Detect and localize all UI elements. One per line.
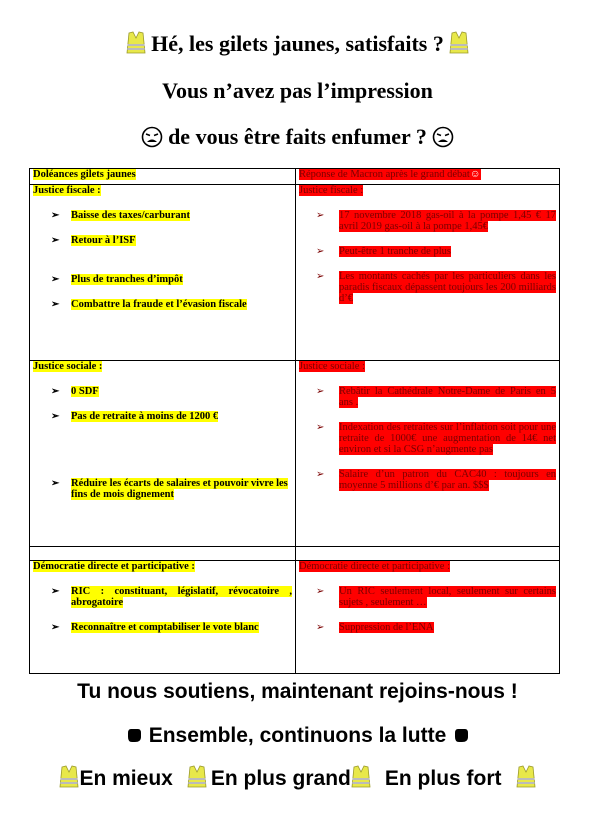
row-democratie: [30, 561, 560, 674]
yellow-vest-icon: [126, 31, 146, 55]
list-item: ➢ 17 novembre 2018 gas-oil à la pompe 1,45 € 17 avril 2019 gas-oil à la pompe 1,45€: [316, 210, 556, 232]
cell-fiscale-left: [30, 185, 296, 361]
list-item: ➢ Un RIC seulement local, seulement sur certains sujets , seulement …: [316, 586, 556, 608]
footer-slogan-3: En plus fort: [384, 767, 502, 790]
cell-sociale-left: [30, 361, 296, 547]
arrow-bullet-icon: ➢: [51, 235, 60, 246]
table-header-left: Doléances gilets jaunes: [30, 169, 296, 185]
arrow-bullet-icon: ➢: [316, 271, 325, 282]
list-item: ➢ Combattre la fraude et l’évasion fiscale: [51, 299, 247, 310]
footer-line-2: [0, 724, 595, 748]
header-line-1-text: Hé, les gilets jaunes, satisfaits ?: [151, 31, 444, 56]
list-item: ➢ Indexation des retraites sur l’inflation soit pour une retraite de 1000€ une augmentation de 14€ net environ et si la CSG n’augmente pas: [316, 422, 556, 455]
list-item: ➢ Pas de retraite à moins de 1200 €: [51, 411, 219, 422]
footer-slogan-1: En mieux: [79, 767, 173, 790]
arrow-bullet-icon: ➢: [51, 622, 60, 633]
raised-fist-icon: [125, 726, 143, 744]
tired-face-emoji-icon: [141, 126, 163, 148]
section-heading: Démocratie directe et participative :: [33, 561, 195, 572]
list-item: ➢ Plus de tranches d’impôt: [51, 274, 183, 285]
footer-line-3: [0, 765, 595, 791]
section-heading: Démocratie directe et participative :: [299, 561, 451, 572]
section-heading: Justice sociale :: [33, 361, 103, 372]
arrow-bullet-icon: ➢: [51, 210, 60, 221]
footer-line-2-text: Ensemble, continuons la lutte: [148, 724, 447, 747]
arrow-bullet-icon: ➢: [51, 386, 60, 397]
footer-line-1: Tu nous soutiens, maintenant rejoins-nous !: [77, 680, 518, 703]
tired-face-emoji-icon: [432, 126, 454, 148]
section-heading: Justice fiscale :: [299, 185, 364, 196]
list-item: ➢ Suppression de l’ENA: [316, 622, 434, 633]
list-item: ➢ Réduire les écarts de salaires et pouvoir vivre les fins de mois dignement: [51, 478, 288, 500]
arrow-bullet-icon: ➢: [51, 586, 60, 597]
yellow-vest-icon: [449, 31, 469, 55]
yellow-vest-icon: [516, 765, 536, 789]
arrow-bullet-icon: ➢: [316, 422, 325, 433]
raised-fist-icon: [452, 726, 470, 744]
footer-slogan-2: En plus grand: [210, 767, 351, 790]
arrow-bullet-icon: ➢: [51, 274, 60, 285]
yellow-vest-icon: [351, 765, 371, 789]
smiley-icon: ☺: [469, 169, 481, 180]
doleances-table: [29, 168, 560, 674]
list-item: ➢ RIC : constituant, législatif, révocatoire , abrogatoire: [51, 586, 292, 608]
section-heading: Justice fiscale :: [33, 185, 101, 196]
cell-sociale-right: [296, 361, 560, 547]
list-item: ➢ 0 SDF: [51, 386, 99, 397]
header-line-2: Vous n’avez pas l’impression: [162, 78, 433, 103]
list-item: ➢ Rebâtir la Cathédrale Notre-Dame de Paris en 5 ans .: [316, 386, 556, 408]
list-item: ➢ Salaire d’un patron du CAC40 : toujours en moyenne 5 millions d’€ par an. $$$: [316, 469, 556, 491]
row-justice-fiscale: [30, 185, 560, 361]
arrow-bullet-icon: ➢: [51, 478, 60, 489]
list-item: ➢ Les montants cachés par les particuliers dans les paradis fiscaux dépassent toujours les 200 milliards d’€: [316, 271, 556, 304]
spacer-row: [30, 547, 560, 561]
section-heading: Justice sociale :: [299, 361, 365, 372]
header-line-1: [0, 31, 595, 57]
arrow-bullet-icon: ➢: [316, 246, 325, 257]
header-line-3-text: de vous être faits enfumer ?: [168, 124, 427, 149]
arrow-bullet-icon: ➢: [316, 386, 325, 397]
header-line-3: [0, 124, 595, 150]
list-item: ➢ Retour à l’ISF: [51, 235, 136, 246]
cell-democratie-right: [296, 561, 560, 674]
arrow-bullet-icon: ➢: [316, 469, 325, 480]
list-item: ➢ Reconnaître et comptabiliser le vote blanc: [51, 622, 259, 633]
row-justice-sociale: [30, 361, 560, 547]
arrow-bullet-icon: ➢: [316, 622, 325, 633]
arrow-bullet-icon: ➢: [316, 586, 325, 597]
yellow-vest-icon: [187, 765, 207, 789]
arrow-bullet-icon: ➢: [51, 411, 60, 422]
cell-fiscale-right: [296, 185, 560, 361]
cell-democratie-left: [30, 561, 296, 674]
list-item: ➢ Peut-être 1 tranche de plus: [316, 246, 451, 257]
arrow-bullet-icon: ➢: [316, 210, 325, 221]
list-item: ➢ Baisse des taxes/carburant: [51, 210, 190, 221]
table-header-right: Réponse de Macron après le grand débat☺: [296, 169, 560, 185]
arrow-bullet-icon: ➢: [51, 299, 60, 310]
yellow-vest-icon: [59, 765, 79, 789]
